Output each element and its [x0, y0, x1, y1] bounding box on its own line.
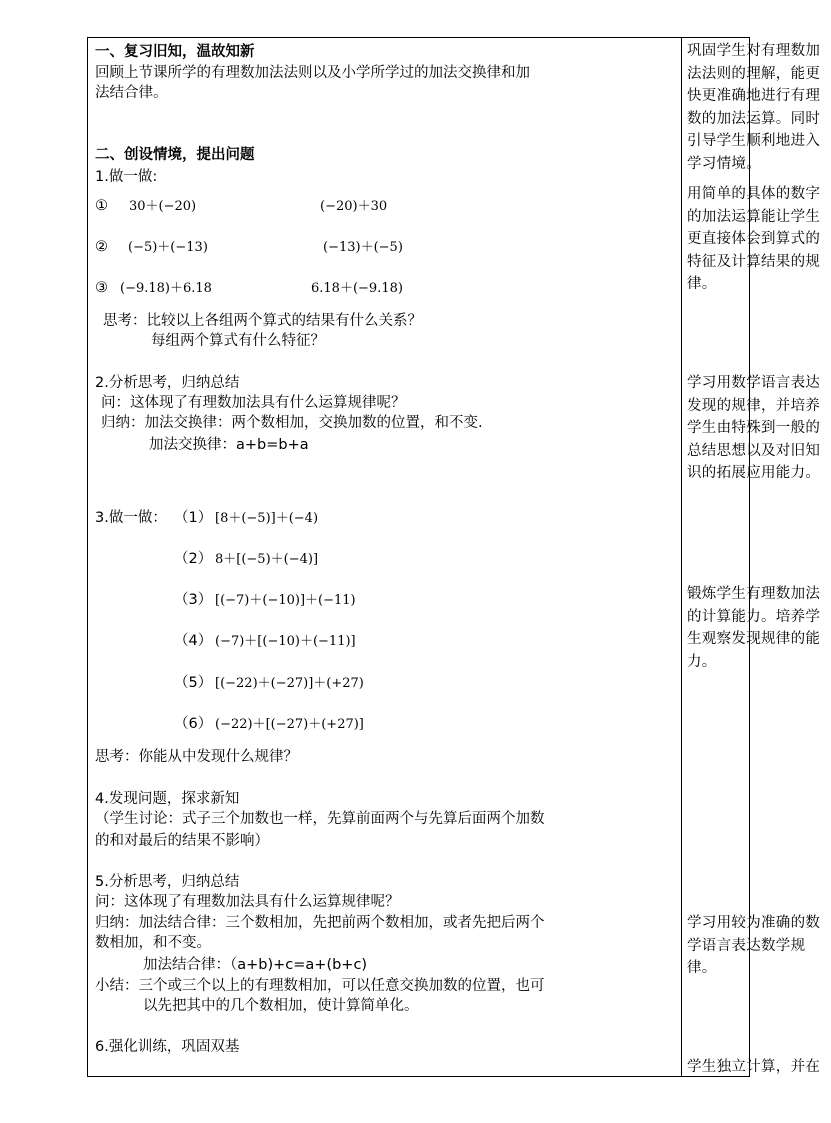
- exercise-1-expr-a: 30＋(−20): [129, 199, 197, 214]
- calc-1-expr: [8＋(−5)]＋(−4): [215, 511, 319, 526]
- intent-5: 学习用较为准确的数学语言表达数学规律。: [687, 915, 821, 976]
- section-1-title: 一、复习旧知，温故知新: [95, 44, 255, 60]
- exercise-3-expr-b: 6.18＋(−9.18): [311, 281, 403, 296]
- calc-5-number: （5）: [174, 675, 213, 691]
- intent-2: 用简单的具体的数字的加法运算能让学生更直接体会到算式的特征及计算结果的规律。: [687, 186, 821, 292]
- intent-6: 学生独立计算，并在: [687, 1059, 821, 1075]
- think-1-line1: 思考：比较以上各组两个算式的结果有什么关系？: [103, 313, 422, 329]
- calc-4-number: （4）: [174, 633, 213, 649]
- think-1-line2: 每组两个算式有什么特征？: [151, 333, 325, 349]
- section-1-text-line2: 法结合律。: [95, 85, 168, 101]
- exercise-1-number: ①: [95, 198, 108, 214]
- calc-2-number: （2）: [174, 551, 213, 567]
- step-4-label: 4.发现问题，探求新知: [95, 791, 240, 807]
- intent-4: 锻炼学生有理数加法的计算能力。培养学生观察发现规律的能力。: [687, 586, 821, 670]
- lesson-table: [87, 37, 821, 1077]
- step-5-question: 问：这体现了有理数加法具有什么运算规律呢？: [95, 894, 400, 910]
- step-5-note-line2: 以先把其中的几个数相加，使计算简单化。: [143, 998, 419, 1014]
- intent-1: 巩固学生对有理数加法法则的理解，能更快更准确地进行有理数的加法运算。同时引导学生顺利地进入学习情境。: [687, 43, 821, 172]
- section-2-title: 二、创设情境，提出问题: [95, 147, 255, 163]
- step-5-label: 5.分析思考，归纳总结: [95, 874, 240, 890]
- section-1-text-line1: 回顾上节课所学的有理数加法法则以及小学所学过的加法交换律和加: [95, 65, 530, 81]
- calc-4-expr: (−7)＋[(−10)＋(−11)]: [215, 634, 356, 649]
- teaching-process-cell: [88, 38, 681, 1076]
- step-3-label: 3.做一做：: [95, 510, 167, 526]
- calc-6-expr: (−22)＋[(−27)＋(+27)]: [215, 717, 364, 732]
- calc-1-number: （1）: [174, 510, 213, 526]
- step-4-text-line2: 的和对最后的结果不影响）: [95, 833, 269, 849]
- step-2-summary: 归纳：加法交换律：两个数相加，交换加数的位置，和不变.: [101, 415, 483, 431]
- calc-3-number: （3）: [174, 592, 213, 608]
- step-5-note-line1: 小结：三个或三个以上的有理数相加，可以任意交换加数的位置，也可: [95, 978, 545, 994]
- step-5-summary-line2: 数相加，和不变。: [95, 935, 211, 951]
- associative-law-formula: 加法结合律：（a+b)+c=a+(b+c): [143, 957, 368, 973]
- calc-6-number: （6）: [174, 716, 213, 732]
- calc-2-expr: 8＋[(−5)＋(−4)]: [215, 552, 319, 567]
- design-intent-cell: [682, 38, 821, 1076]
- commutative-law-formula: 加法交换律：a+b=b+a: [149, 437, 309, 453]
- calc-5-expr: [(−22)＋(−27)]＋(+27): [215, 676, 364, 691]
- exercise-3-expr-a: (−9.18)＋6.18: [120, 281, 212, 296]
- step-2-label: 2.分析思考，归纳总结: [95, 375, 240, 391]
- exercise-2-expr-a: (−5)＋(−13): [128, 240, 208, 255]
- step-5-summary-line1: 归纳：加法结合律：三个数相加，先把前两个数相加，或者先把后两个: [95, 915, 545, 931]
- exercise-2-number: ②: [95, 239, 108, 255]
- step-6-label: 6.强化训练，巩固双基: [95, 1039, 240, 1055]
- think-2: 思考：你能从中发现什么规律？: [95, 749, 298, 765]
- exercise-1-expr-b: (−20)＋30: [320, 199, 388, 214]
- step-1-label: 1.做一做:: [95, 169, 158, 185]
- step-2-question: 问：这体现了有理数加法具有什么运算规律呢？: [101, 395, 406, 411]
- exercise-2-expr-b: (−13)＋(−5): [323, 240, 403, 255]
- intent-3: 学习用数学语言表达发现的规律，并培养学生由特殊到一般的总结思想以及对旧知识的拓展应用能力。: [687, 375, 821, 481]
- exercise-3-number: ③: [95, 280, 108, 296]
- step-4-text-line1: （学生讨论：式子三个加数也一样，先算前面两个与先算后面两个加数: [95, 811, 545, 827]
- calc-3-expr: [(−7)＋(−10)]＋(−11): [215, 593, 356, 608]
